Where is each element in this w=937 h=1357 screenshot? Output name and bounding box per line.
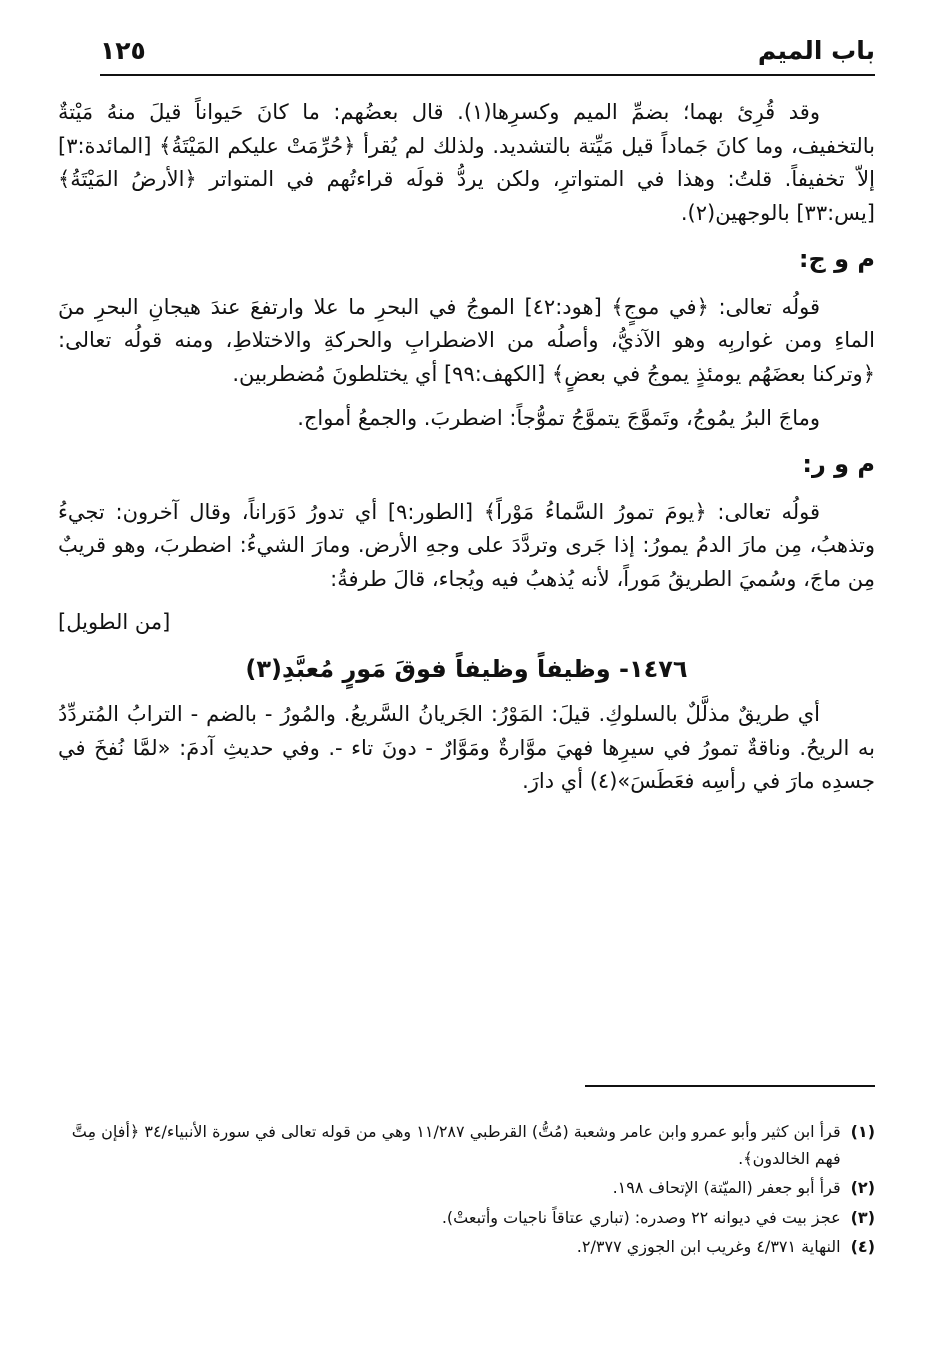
main-text [58, 96, 875, 809]
paragraph-mayta-readings: وقد قُرِئ بهما؛ بضمِّ الميم وكسرِها(١). قال بعضُهم: ما كانَ حَيواناً قيلَ منهُ مَيْتةٌ بالتخفيف، وما كانَ جَماداً قيل مَيِّتة بالتشديد. ولذلك لم يُقرأ ﴿حُرِّمَتْ عليكم المَيْتَةُ﴾ [المائدة:٣] إلاّ تخفيفاً. قلتُ: وهذا في المتواترِ، ولكن يردُّ قولَه قراءتُهم في المتواتر ﴿الأرضُ المَيْتَةُ﴾ [يس:٣٣] بالوجهين(٢). [58, 100, 875, 225]
footnote-number: (١) [850, 1122, 875, 1141]
root-heading-mwj: م و ج: [798, 245, 875, 274]
root-heading-mwr: م و ر: [802, 450, 875, 479]
footnote-number: (٤) [850, 1236, 875, 1256]
footnote-text: عجز بيت في ديوانه ٢٢ وصدره: (تباري عتاقاً ناجيات وأتبعتْ). [441, 1207, 841, 1227]
footnote [58, 1118, 875, 1172]
paragraph-mawj: قولُه تعالى: ﴿في موجٍ﴾ [هود:٤٢] الموجُ في البحرِ ما علا وارتفعَ عندَ هيجانِ البحرِ منَ الماءِ ومن غواربِه وهو الآذيُّ، وأصلُه من الاضطرابِ والحركةِ والاختلاطِ، ومنه قولُه تعالى: ﴿وتركنا بعضَهُم يومئذٍ يموجُ في بعضٍ﴾ [الكهف:٩٩] أي يختلطونَ مُضطربين. [58, 294, 875, 386]
footnote [58, 1174, 875, 1201]
footnote [58, 1204, 875, 1231]
paragraph-maja: وماجَ البرُ يمُوجُ، وتَموَّجَ يتموَّجُ تموُّجاً: اضطربَ. والجمعُ أمواج. [297, 405, 820, 430]
footnote-number: (٢) [850, 1178, 875, 1198]
paragraph-mawr: قولُه تعالى: ﴿يومَ تمورُ السَّماءُ مَوْراً﴾ [الطور:٩] أي تدورُ دَوَراناً، وقال آخرون: تجيءُ وتذهبُ، مِن مارَ الدمُ يمورُ: إذا جَرى وتردَّدَ على وجهِ الأرض. ومارَ الشيءُ: اضطربَ، وهو قريبٌ مِن ماجَ، وسُميَ الطريقُ مَوراً، لأنه يُذهبُ فيه ويُجاء، قالَ طرفةُ: [58, 499, 875, 591]
footnote-text: النهاية ٤/٣٧١ وغريب ابن الجوزي ٢/٣٧٧. [576, 1236, 841, 1256]
footnotes [58, 1118, 875, 1262]
footnote [58, 1233, 875, 1260]
page-header [100, 30, 875, 76]
footnote-text: قرأ ابن كثير وأبو عمرو وابن عامر وشعبة (مُتُّ) القرطبي ١١/٢٨٧ وهي من قوله تعالى في سورة الأنبياء/٣٤ ﴿أفإن مِتَّ فهم الخالدون﴾. [71, 1122, 841, 1169]
footnote-text: قرأ أبو جعفر (الميّتة) الإتحاف ١٩٨. [612, 1178, 841, 1198]
poetry-verse: ١٤٧٦- وظيفاً وظيفاً فوقَ مَورٍ مُعبَّدِ(٣) [245, 654, 688, 683]
page-number: ١٢٥ [100, 36, 146, 65]
footnote-number: (٣) [850, 1207, 875, 1227]
poetic-meter-label: [من الطويل] [58, 610, 171, 635]
footnote-separator [585, 1085, 875, 1087]
paragraph-mawr-explanation: أي طريقٌ مذلَّلٌ بالسلوكِ. قيلَ: المَوْرُ: الجَريانُ السَّريعُ. والمُورُ - بالضم - الترابُ المُتردِّدُ به الريحُ. وناقةٌ تمورُ في سيرِها فهيَ موَّارةٌ ومَوَّارٌ - دونَ تاء -. وفي حديثِ آدمَ: «لمَّا نُفخَ في جسدِه مارَ في رأسِه فعَطَسَ»(٤) أي دارَ. [58, 702, 875, 794]
chapter-title: باب الميم [757, 36, 875, 65]
